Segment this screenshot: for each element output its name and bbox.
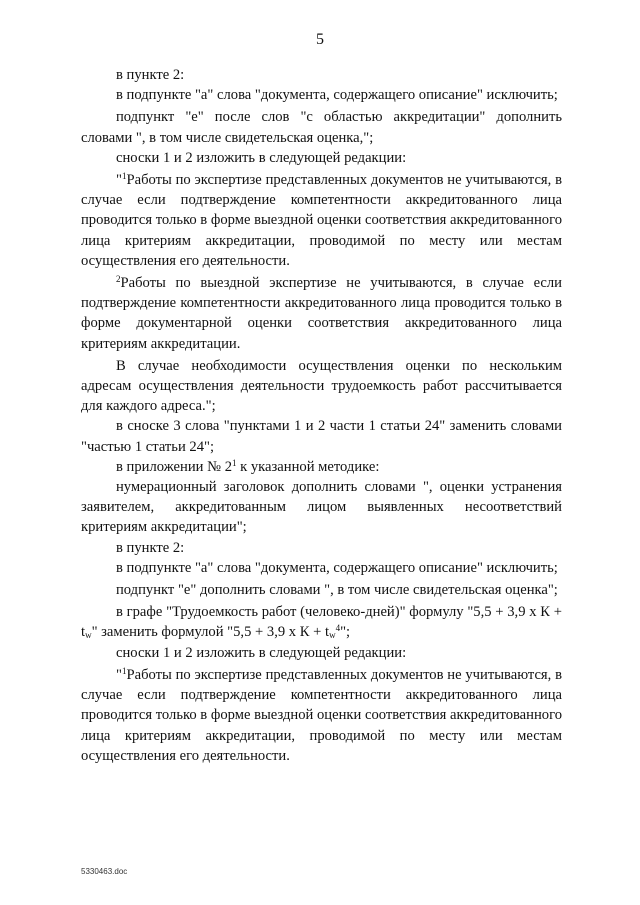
paragraph-footnotes-intro: сноски 1 и 2 изложить в следующей редакции:	[116, 149, 407, 166]
open-quote-second: "	[116, 666, 122, 683]
paragraph-appendix-2-1	[81, 457, 562, 477]
paragraph-footnote-3-replace: в сноске 3 слова "пунктами 1 и 2 части 1 статьи 24" заменить словами "частью 1 статьи 24";	[81, 418, 562, 455]
footnote-marker-1-second: 1	[121, 665, 127, 676]
paragraph-subitem-e-supplement: подпункт "е" после слов "с областью аккредитации" дополнить словами ", в том числе свидетельская оценка,";	[81, 109, 562, 146]
appendix-text: в приложении № 2	[116, 458, 232, 475]
formula-sup-2: 4	[335, 623, 341, 634]
formula-sub-1: w	[85, 630, 92, 641]
paragraph-multiple-addresses: В случае необходимости осуществления оценки по нескольким адресам осуществления деятельности трудоемкость работ рассчитывается для каждого адреса.";	[81, 357, 562, 415]
page-number: 5	[316, 31, 324, 48]
paragraph-footnote-1-second	[81, 665, 562, 766]
paragraph-subitem-a-exclude: в подпункте "а" слова "документа, содержащего описание" исключить;	[116, 87, 558, 104]
formula-sub-2: w	[329, 630, 336, 641]
paragraph-item-2-heading: в пункте 2:	[116, 67, 185, 83]
paragraph-formula-replace	[81, 602, 562, 642]
document-body	[81, 65, 562, 766]
paragraph-subitem-a-exclude-second: в подпункте "а" слова "документа, содержащего описание" исключить;	[116, 559, 558, 576]
formula-text-a: в графе "Трудоемкость работ (человеко-дней)" формулу "5,5 + 3,9 х К + t	[81, 604, 562, 641]
formula-text-b: " заменить формулой "5,5 + 3,9 х К + t	[91, 624, 330, 641]
paragraph-footnote-1	[81, 170, 562, 271]
paragraph-footnote-2	[81, 273, 562, 354]
formula-text-c: ";	[340, 624, 351, 641]
appendix-tail: к указанной методике:	[236, 458, 380, 475]
footnote-1-text: Работы по экспертизе представленных документов не учитываются, в случае если подтверждение компетентности аккредитованного лица проводится только в форме выездной оценки соответствия аккредитованного лица критериям аккредитации, проводимой по месту или местам осуществления его деятельности.	[81, 172, 562, 269]
appendix-sup: 1	[232, 457, 237, 468]
paragraph-footnotes-intro-second: сноски 1 и 2 изложить в следующей редакции:	[116, 644, 407, 661]
footnote-marker-2: 2	[116, 274, 121, 285]
document-file-id: 5330463.doc	[81, 867, 128, 876]
open-quote: "	[116, 172, 122, 189]
footnote-1-second-text: Работы по экспертизе представленных документов не учитываются, в случае если подтверждение компетентности аккредитованного лица проводится только в форме выездной оценки соответствия аккредитованного лица критериям аккредитации, проводимой по месту или местам осуществления его деятельности.	[81, 666, 562, 764]
paragraph-subitem-e-supplement-second: подпункт "е" дополнить словами ", в том числе свидетельская оценка";	[116, 582, 558, 599]
paragraph-heading-supplement: нумерационный заголовок дополнить словами ", оценки устранения заявителем, аккредитованным лицом выявленных несоответствий критериям аккредитации";	[81, 479, 562, 536]
footnote-2-text: Работы по выездной экспертизе не учитываются, в случае если подтверждение компетентности аккредитованного лица проводится только в форме документарной оценки соответствия аккредитованного лица критериям аккредитации.	[81, 275, 562, 352]
footnote-marker-1: 1	[121, 171, 127, 182]
paragraph-item-2-heading-second: в пункте 2:	[116, 539, 185, 556]
